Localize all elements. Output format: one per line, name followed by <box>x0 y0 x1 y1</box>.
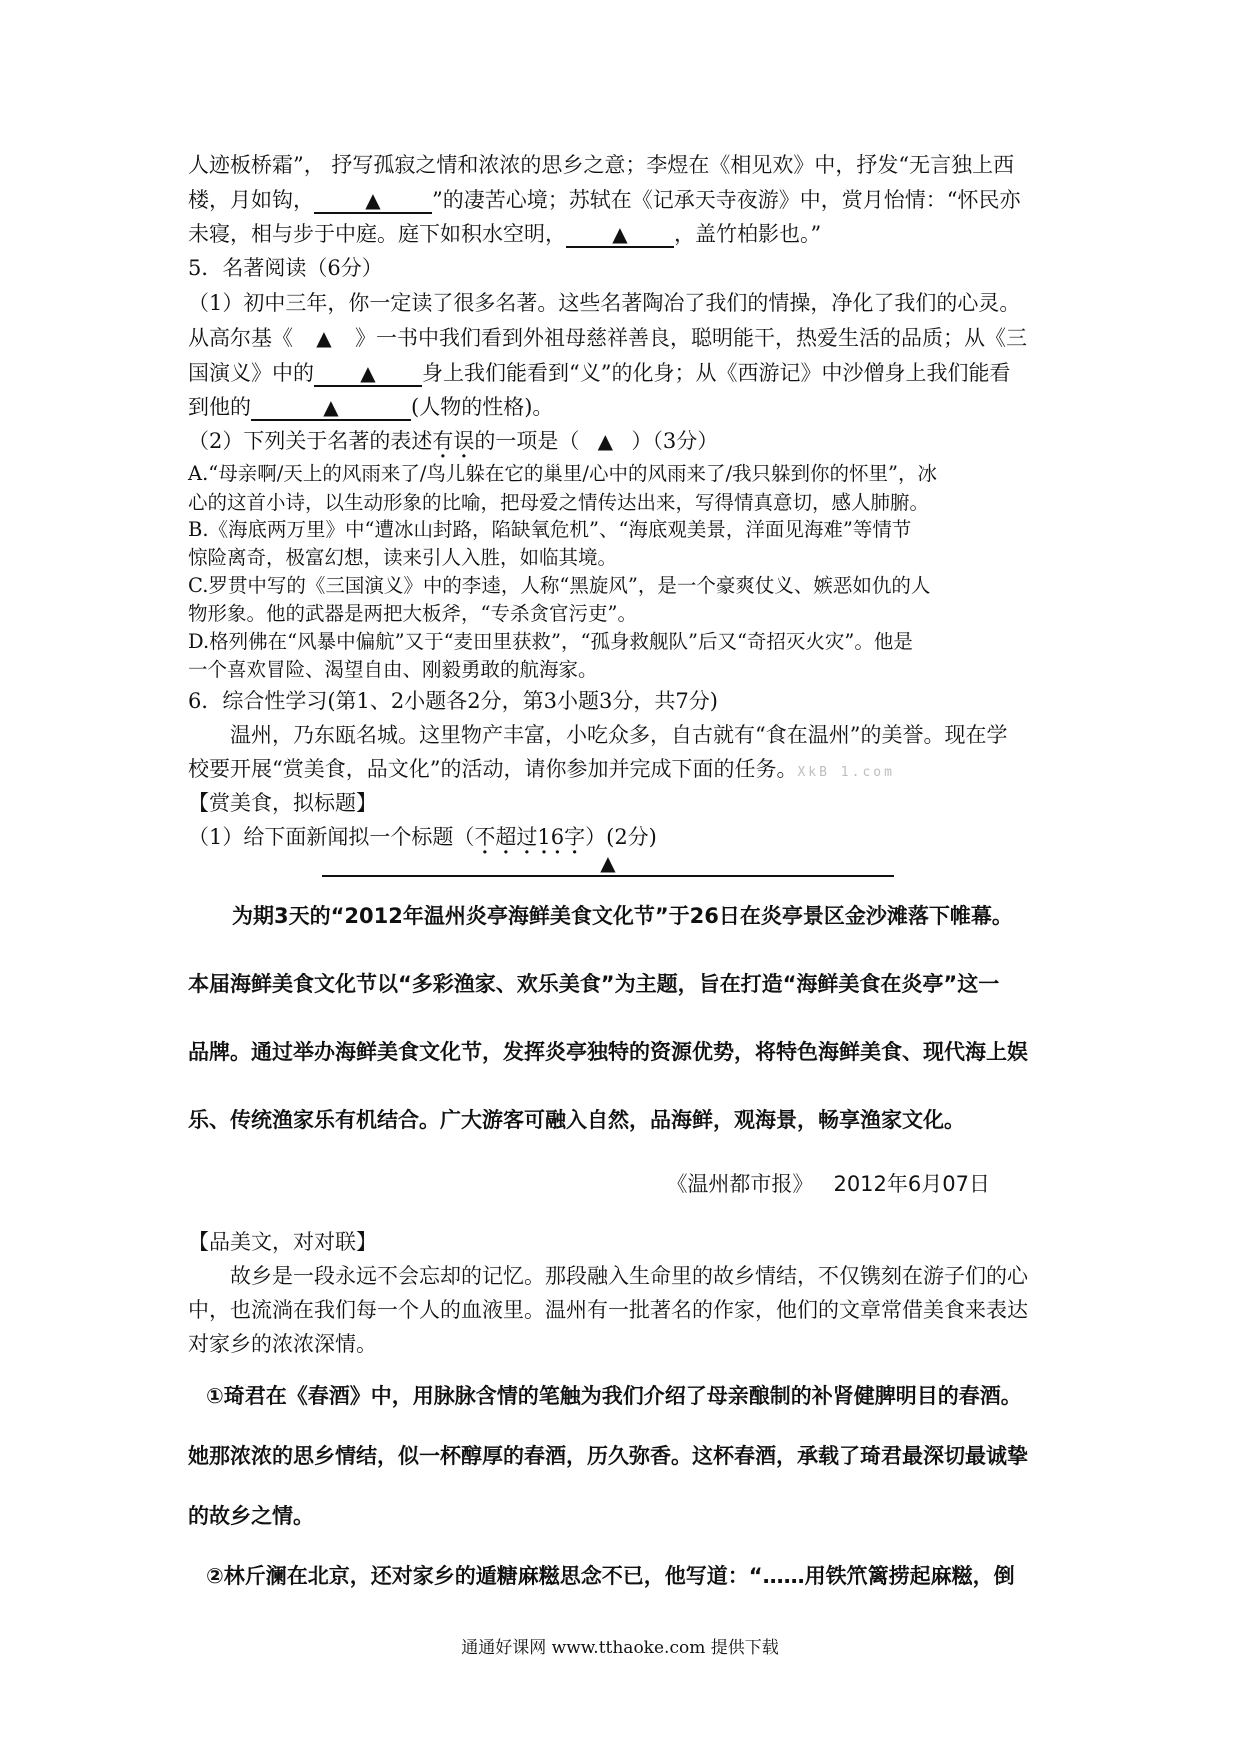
q5-text: 国演义》中的 <box>188 361 314 385</box>
news-source: 《温州都市报》 2012年6月07日 <box>666 1172 990 1196</box>
answer-blank[interactable] <box>251 395 411 421</box>
poem-text: ，盖竹柏影也。” <box>674 222 822 246</box>
news-line-4: 乐、传统渔家乐有机结合。广大游客可融入自然，品海鲜，观海景，畅享渔家文化。 <box>188 1108 965 1132</box>
triangle-icon: ▲ <box>316 326 332 350</box>
text2-line1: 故乡是一段永远不会忘却的记忆。那段融入生命里的故乡情结，不仅镌刻在游子们的心 <box>230 1264 1028 1288</box>
answer-blank[interactable] <box>314 361 422 387</box>
poem-text: 未寝，相与步于中庭。庭下如积水空明， <box>188 222 566 246</box>
emphasis-char: 1 · <box>537 820 550 854</box>
poem-text: 人迹板桥霜”， 抒写孤寂之情和浓浓的思乡之意；李煜在《相见欢》中，抒发“无言独上西 <box>188 153 1015 177</box>
q6-intro-line2 <box>188 752 1068 790</box>
section-heading-1: 【赏美食，拟标题】 <box>188 791 377 815</box>
option-a-line2: 心的这首小诗，以生动形象的比喻，把母爱之情传达出来，写得情真意切，感人肺腑。 <box>188 491 930 514</box>
title-answer-line[interactable] <box>322 849 894 877</box>
q6-text: ）(2分) <box>585 825 657 849</box>
answer-blank[interactable] <box>293 326 355 352</box>
triangle-icon: ▲ <box>597 429 614 453</box>
text2-line3: 对家乡的浓浓深情。 <box>188 1332 377 1356</box>
poem-line-3 <box>188 217 1068 251</box>
watermark: XkB 1.com <box>797 765 895 780</box>
q5-text: 的一项是（ <box>474 429 580 453</box>
emphasis-char: 超 <box>495 825 517 849</box>
emphasis-char: 字 <box>564 825 586 849</box>
emphasis-char: 有 <box>432 429 454 453</box>
emphasis-char: 误 <box>453 429 475 453</box>
answer-blank[interactable] <box>314 188 432 214</box>
page-footer: 通通好课网 www.tthaoke.com 提供下载 <box>461 1638 779 1658</box>
q5-text: 从高尔基《 <box>188 326 293 350</box>
q6-text: （1）给下面新闻拟一个标题（ <box>188 825 475 849</box>
option-d-line2: 一个喜欢冒险、渴望自由、刚毅勇敢的航海家。 <box>188 658 598 681</box>
triangle-icon: ▲ <box>600 851 616 875</box>
triangle-icon: ▲ <box>612 222 628 246</box>
para1-line2: 她那浓浓的思乡情结，似一杯醇厚的春酒，历久弥香。这杯春酒，承载了琦君最深切最诚挚 <box>188 1444 1028 1468</box>
news-line-1: 为期3天的“2012年温州炎亭海鲜美食文化节”于26日在炎亭景区金沙滩落下帷幕。 <box>232 904 1013 928</box>
question-5-title: 5．名著阅读（6分） <box>188 256 383 280</box>
emphasis-char: 不 <box>474 825 496 849</box>
news-line-3: 品牌。通过举办海鲜美食文化节，发挥炎亭独特的资源优势，将特色海鲜美食、现代海上娱 <box>188 1040 1028 1064</box>
q6-intro-line1: 温州，乃东瓯名城。这里物产丰富，小吃众多，自古就有“食在温州”的美誉。现在学 <box>230 723 1008 747</box>
poem-text: ”的凄苦心境；苏轼在《记承天寺夜游》中，赏月怡情：“怀民亦 <box>432 188 1021 212</box>
q5-text: (人物的性格)。 <box>411 395 554 419</box>
emphasis-char: 过 <box>516 825 538 849</box>
q5-part1-line3 <box>188 356 1068 390</box>
para1-line1: ①琦君在《春酒》中，用脉脉含情的笔触为我们介绍了母亲酿制的补肾健脾明目的春酒。 <box>206 1384 1022 1408</box>
option-d-line1: D.格列佛在“风暴中偏航”又于“麦田里获救”，“孤身救舰队”后又“奇招灭火灾”。他是 <box>188 630 913 653</box>
para2-line1: ②林斤澜在北京，还对家乡的遁糖麻糍思念不已，他写道：“……用铁笊篱捞起麻糍，倒 <box>206 1564 1015 1588</box>
poem-line-1 <box>188 148 1068 182</box>
section-heading-2: 【品美文，对对联】 <box>188 1230 377 1254</box>
q6-text: 校要开展“赏美食，品文化”的活动，请你参加并完成下面的任务。 <box>188 757 798 781</box>
q5-text: （2）下列关于名著的表述 <box>188 429 433 453</box>
poem-text: 楼，月如钩， <box>188 188 314 212</box>
para1-line3: 的故乡之情。 <box>188 1504 314 1528</box>
q5-text: ）（3分） <box>631 429 719 453</box>
triangle-icon: ▲ <box>365 188 381 212</box>
option-b-line1: B.《海底两万里》中“遭冰山封路，陷缺氧危机”、“海底观美景，洋面见海难”等情节 <box>188 518 912 541</box>
q5-part2-question <box>188 424 1068 458</box>
triangle-icon: ▲ <box>323 395 339 419</box>
poem-line-2 <box>188 183 1068 217</box>
option-c-line1: C.罗贯中写的《三国演义》中的李逵，人称“黑旋风”，是一个豪爽仗义、嫉恶如仇的人 <box>188 574 931 597</box>
q5-part1-line2 <box>188 321 1068 355</box>
triangle-icon: ▲ <box>360 361 376 385</box>
option-a-line1: A.“母亲啊/天上的风雨来了/鸟儿躲在它的巢里/心中的风雨来了/我只躲到你的怀里”，冰 <box>188 462 937 485</box>
q5-part1-line1: （1）初中三年，你一定读了很多名著。这些名著陶冶了我们的情操，净化了我们的心灵。 <box>188 291 1021 315</box>
question-6-title: 6．综合性学习(第1、2小题各2分，第3小题3分，共7分) <box>188 689 718 713</box>
q5-text: 身上我们能看到“义”的化身；从《西游记》中沙僧身上我们能看 <box>422 361 1011 385</box>
text2-line2: 中，也流淌在我们每一个人的血液里。温州有一批著名的作家，他们的文章常借美食来表达 <box>188 1298 1028 1322</box>
q5-part1-line4 <box>188 390 1068 424</box>
news-line-2: 本届海鲜美食文化节以“多彩渔家、欢乐美食”为主题，旨在打造“海鲜美食在炎亭”这一 <box>188 972 1000 996</box>
option-c-line2: 物形象。他的武器是两把大板斧，“专杀贪官污吏”。 <box>188 602 637 625</box>
option-b-line2: 惊险离奇，极富幻想，读来引人入胜，如临其境。 <box>188 546 618 569</box>
q5-text: 》一书中我们看到外祖母慈祥善良，聪明能干，热爱生活的品质；从《三 <box>355 326 1027 350</box>
emphasis-char: 6 · <box>551 820 564 854</box>
answer-blank[interactable] <box>566 222 674 248</box>
answer-choice-slot[interactable] <box>579 424 631 458</box>
q5-text: 到他的 <box>188 395 251 419</box>
